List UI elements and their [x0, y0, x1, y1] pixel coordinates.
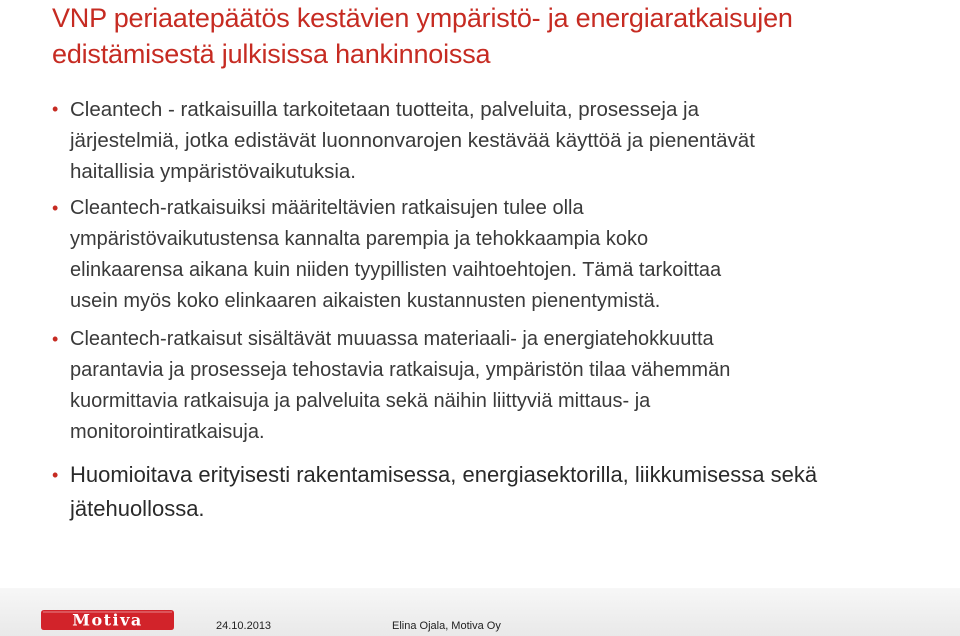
- bullet-line: Cleantech-ratkaisuiksi määriteltävien ratkaisujen tulee olla: [70, 197, 584, 219]
- bullet-text: [70, 193, 932, 317]
- bullet-item: [52, 458, 932, 526]
- bullet-line: kuormittavia ratkaisuja ja palveluita sekä näihin liittyviä mittaus- ja: [70, 390, 651, 412]
- bullet-text: [70, 94, 932, 187]
- bullet-text: [70, 458, 932, 526]
- motiva-logo: [40, 608, 175, 632]
- bullet-text: [70, 324, 932, 448]
- bullet-line: haitallisia ympäristövaikutuksia.: [70, 160, 356, 183]
- bullet-line: jätehuollossa.: [70, 496, 205, 521]
- bullet-item: [52, 193, 932, 317]
- footer-date: 24.10.2013: [216, 620, 272, 632]
- motiva-logo-text: Motiva: [72, 610, 143, 630]
- bullet-line: järjestelmiä, jotka edistävät luonnonvarojen kestävää käyttöä ja pienentävät: [70, 129, 755, 152]
- bullet-marker-icon: •: [52, 99, 59, 119]
- slide-title-line: VNP periaatepäätös kestävien ympäristö- ja energiaratkaisujen: [52, 3, 793, 33]
- bullet-marker-icon: •: [52, 329, 59, 349]
- bullet-line: parantavia ja prosesseja tehostavia ratkaisuja, ympäristön tilaa vähemmän: [70, 359, 731, 381]
- slide-title-line: edistämisestä julkisissa hankinnoissa: [52, 39, 491, 69]
- bullet-marker-icon: •: [52, 465, 59, 485]
- bullet-line: usein myös koko elinkaaren aikaisten kustannusten pienentymistä.: [70, 290, 661, 312]
- bullet-line: Huomioitava erityisesti rakentamisessa, energiasektorilla, liikkumisessa sekä: [70, 462, 818, 487]
- bullet-line: ympäristövaikutustensa kannalta parempia ja tehokkaampia koko: [70, 228, 649, 250]
- bullet-item: [52, 324, 932, 448]
- bullet-line: Cleantech-ratkaisut sisältävät muuassa materiaali- ja energiatehokkuutta: [70, 328, 714, 350]
- bullet-marker-icon: •: [52, 198, 59, 218]
- bullet-line: monitorointiratkaisuja.: [70, 421, 265, 443]
- bullet-line: Cleantech - ratkaisuilla tarkoitetaan tuotteita, palveluita, prosesseja ja: [70, 98, 700, 121]
- bullet-list: [52, 94, 932, 526]
- footer-author: Elina Ojala, Motiva Oy: [392, 620, 501, 632]
- bullet-line: elinkaarensa aikana kuin niiden tyypillisten vaihtoehtojen. Tämä tarkoittaa: [70, 259, 722, 281]
- bullet-item: [52, 94, 932, 187]
- slide-title: [52, 0, 932, 72]
